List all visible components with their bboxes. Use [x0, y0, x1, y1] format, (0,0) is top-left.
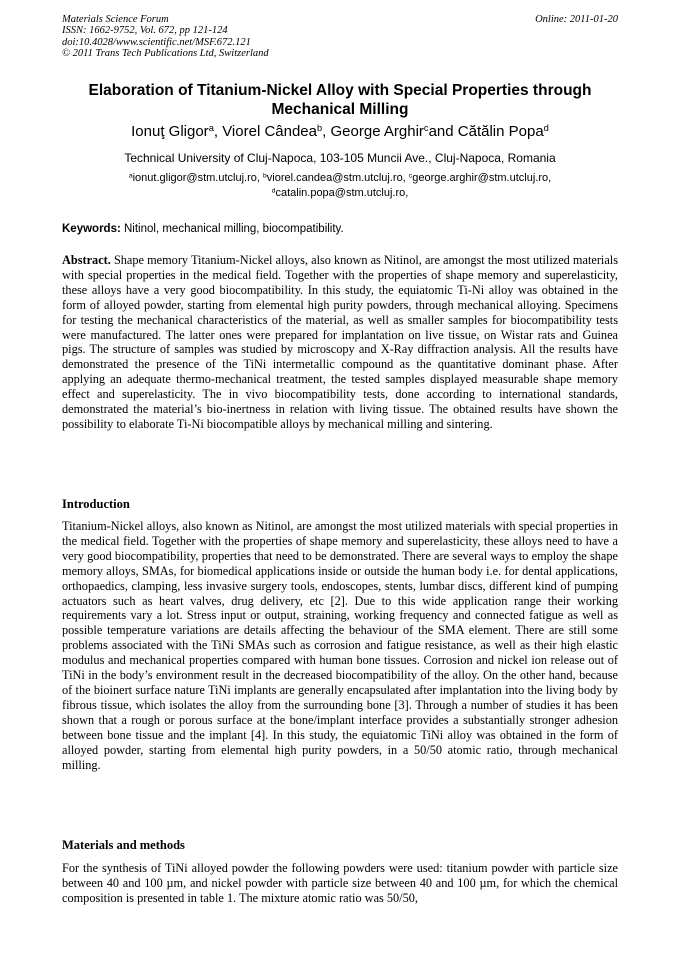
author-superscript: b [317, 122, 323, 133]
author-superscript: a [208, 122, 214, 133]
email-link[interactable]: ionut.gligor@stm.utcluj.ro, [132, 172, 263, 184]
author-name: Ionuţ Gligor [131, 123, 209, 140]
paper-title: Elaboration of Titanium-Nickel Alloy with Special Properties through Mechanical Milling [88, 82, 592, 118]
author-separator: , [213, 123, 223, 140]
author-separator: and [428, 123, 458, 140]
online-date: Online: 2011-01-20 [535, 14, 618, 25]
abstract-text: Shape memory Titanium-Nickel alloys, also known as Nitinol, are amongst the most utilized materials with special properties in the medical field. Together with the properties of shape memory and superelasticity, these alloys have a very good biocompatibility. In this study, the equiatomic Ti-Ni alloy was obtained in the form of alloyed powder, starting from elemental high purity powders, through mechanical alloying. Specimens for testing the mechanical characteristics of the material, as well as smaller samples for biocompatibility tests were manufactured. The latter ones were prepared for implantation on live tissue, on Wistar rats and Guinea pigs. The structure of samples was studied by microscopy and X-Ray diffraction analysis. All the results have demonstrated the presence of the TiNi intermetallic compound as the quantitative dominant phase. After applying an adequate thermo-mechanical treatment, the tested samples displayed measurable shape memory effect and superelasticity. The in vivo biocompatibility tests, done according to international standards, demonstrated the material’s bio-inertness in relation with living tissue. The obtained results have shown the possibility to elaborate Ti-Ni biocompatible alloys by mechanical milling and sintering. [62, 253, 618, 431]
journal-issn: ISSN: 1662-9752, Vol. 672, pp 121-124 [62, 25, 228, 37]
materials-heading: Materials and methods [62, 838, 185, 852]
abstract-label: Abstract. [62, 253, 111, 267]
journal-copyright: © 2011 Trans Tech Publications Ltd, Switzerland [62, 48, 269, 60]
journal-name: Materials Science Forum [62, 14, 169, 25]
abstract-paragraph [62, 253, 618, 432]
keywords [62, 222, 618, 236]
email-link[interactable]: catalin.popa@stm.utcluj.ro, [275, 187, 409, 199]
email-superscript: a [128, 172, 133, 180]
author-name: George Arghir [330, 123, 424, 140]
keywords-text: Nitinol, mechanical milling, biocompatibility. [120, 223, 344, 235]
author-separator: , [322, 123, 331, 140]
author-superscript: d [543, 122, 549, 133]
email-superscript: d [271, 187, 276, 195]
affiliation: Technical University of Cluj-Napoca, 103-105 Muncii Ave., Cluj-Napoca, Romania [124, 151, 556, 165]
journal-doi: doi:10.4028/www.scientific.net/MSF.672.121 [62, 36, 251, 48]
keywords-label: Keywords: [62, 223, 121, 235]
email-link[interactable]: george.arghir@stm.utcluj.ro, [412, 172, 552, 184]
author-superscript: c [423, 122, 429, 133]
author-name: Viorel Cândea [222, 123, 317, 140]
author-emails [62, 171, 618, 201]
introduction-heading: Introduction [62, 497, 130, 511]
email-link[interactable]: viorel.candea@stm.utcluj.ro, [266, 172, 409, 184]
email-superscript: b [263, 172, 267, 180]
email-superscript: c [408, 172, 413, 180]
journal-info [62, 14, 462, 60]
materials-paragraph: For the synthesis of TiNi alloyed powder the following powders were used: titanium powder with particle size between 40 and 100 µm, and nickel powder with particle size between 40 and 100 µm, for which the chemical composition is presented in table 1. The mixture atomic ratio was 50/50, [62, 861, 618, 905]
introduction-paragraph: Titanium-Nickel alloys, also known as Nitinol, are amongst the most utilized materials with special properties in the medical field. Together with the properties of shape memory and superelasticity, these alloys need to have a very good biocompatibility, properties that need to be demonstrated. There are several ways to employ the shape memory alloys, SMAs, for biomedical applications inside or outside the human body i.e. for dental applications, orthopaedics, clamping, less invasive surgery tools, endoscopes, stents, lumbar discs, different kind of pumping actuators such as heart valves, drug delivery, etc [2]. Due to this wide application range their working requirements vary a lot. Stress input or output, straining, working frequency and connected fatigue as well as possible temperature variations are details affecting the behaviour of the SMA element. There are still some problems associated with the TiNi SMAs such as corrosion and fatigue resistance, as well as their high elastic modulus and mechanical properties compared with human bone tissues. Corrosion and nickel ion release out of TiNi in the body’s environment result in the decreased biocompatibility of the alloy. On the other hand, because of the bioinert surface nature TiNi implants are generally encapsulated after implantation into the living body by fibrous tissue, which isolates the alloy from the surrounding bone [3]. Through a number of studies it has been shown that a rough or porous surface at the bone/implant interface provides a substantially stronger adhesion between bone tissue and the implant [4]. In this study, the equiatomic TiNi alloy was obtained in the form of alloyed powder, starting from elemental high purity powders, in a 50/50 atomic ratio, through mechanical milling. [62, 519, 618, 772]
author-name: Cătălin Popa [457, 123, 544, 140]
author-list [62, 122, 618, 142]
